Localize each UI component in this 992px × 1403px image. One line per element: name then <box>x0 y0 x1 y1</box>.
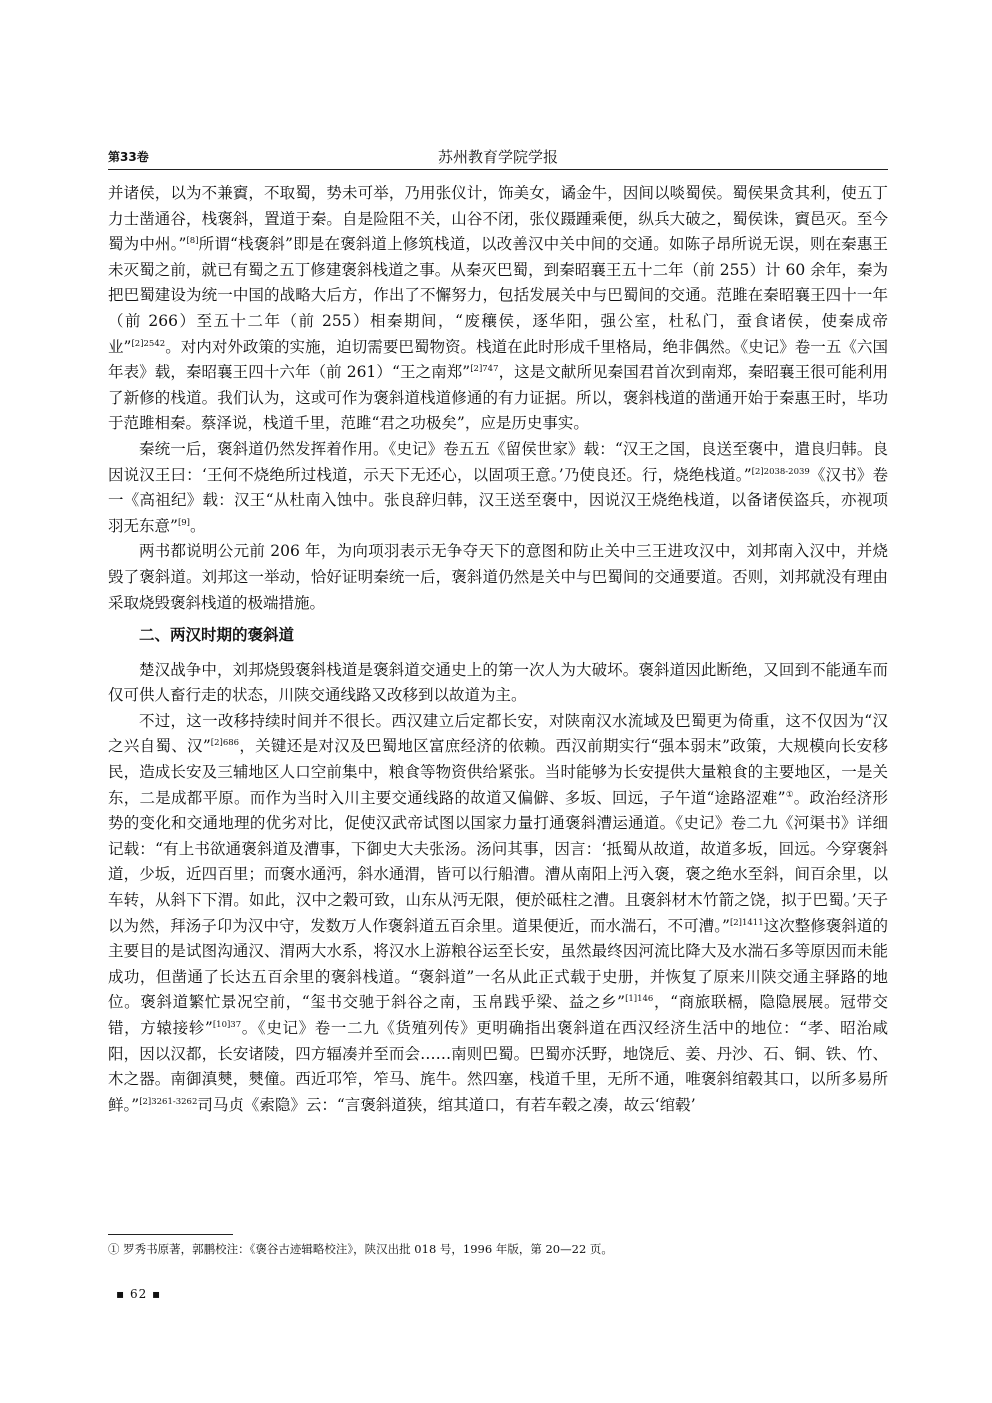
paragraph <box>108 709 888 1119</box>
text-run: 。对内对外政策的实施，迫切需要巴蜀物资。栈道在此时形成千里格局，绝非偶然。《史记》卷一五《六国年表》载，秦昭襄王四十六年（前 261）“王之南郑” <box>108 337 888 382</box>
text-run: 这次整修褒斜道的主要目的是试图沟通汉、渭两大水系，将汉水上游粮谷运至长安，虽然最终因河流比降大及水湍石多等原因而未能成功，但凿通了长达五百余里的褒斜栈道。“褒斜道”一名从此正式载于史册，并恢复了原来川陕交通主驿路的地位。褒斜道繁忙景况空前，“玺书交驰于斜谷之南，玉帛践乎梁、益之乡” <box>108 916 888 1012</box>
paragraph <box>108 181 888 437</box>
footnote-marker: ① <box>785 789 794 800</box>
citation: [10]37 <box>212 1020 242 1030</box>
text-run: 。《史记》卷一二九《货殖列传》更明确指出褒斜道在西汉经济生活中的地位：“孝、昭治咸阳，因以汉都，长安诸陵，四方辐凑并至而会……南则巴蜀。巴蜀亦沃野，地饶卮、姜、丹沙、石、铜、铁、竹、木之器。南御滇僰，僰僮。西近邛笮，笮马、旄牛。然四塞，栈道千里，无所不通，唯褒斜绾毂其口，以所多易所鲜。” <box>108 1019 888 1114</box>
paragraph: 两书都说明公元前 206 年，为向项羽表示无争夺天下的意图和防止关中三王进攻汉中，刘邦南入汉中，并烧毁了褒斜道。刘邦这一举动，恰好证明秦统一后，褒斜道仍然是关中与巴蜀间的交通要道。否则，刘邦就没有理由采取烧毁褒斜栈道的极端措施。 <box>108 542 888 612</box>
text-run: 。 <box>189 516 206 535</box>
text-run: 司马贞《索隐》云：“言褒斜道狭，绾其道口，有若车毂之凑，故云‘绾毂’ <box>197 1095 696 1114</box>
text-run: 《汉书》卷一《高祖纪》载：汉王“从杜南入蚀中。张良辞归韩，汉王送至褒中，因说汉王烧绝栈道，以备诸侯盗兵，亦视项羽无东意” <box>108 465 888 535</box>
footnote-rule <box>108 1234 233 1235</box>
citation: [8] <box>186 236 199 247</box>
text-run: 所谓“栈褒斜”即是在褒斜道上修筑栈道，以改善汉中关中间的交通。如陈子昂所说无误，则在秦惠王未灭蜀之前，就已有蜀之五丁修建褒斜栈道之事。从秦灭巴蜀，到秦昭襄王五十二年（前 255）计 60 余年，秦为把巴蜀建设为统一中国的战略大后方，作出了不懈努力，包括发展关中与巴蜀间的交通。范雎在秦昭襄王四十一年（前 266）至五十二年（前 255）相秦期间，“废穰侯，逐华阳，强公室，杜私门，蚕食诸侯，使秦成帝业” <box>108 235 888 356</box>
footnote: ① 罗秀书原著，郭鹏校注：《褒谷古迹辑略校注》，陕汉出批 018 号，1996 年版，第 20—22 页。 <box>108 1242 613 1256</box>
text-run: 不过，这一改移持续时间并不很长。西汉建立后定都长安，对陕南汉水流域及巴蜀更为倚重，这不仅因为“汉之兴自蜀、汉” <box>108 711 888 756</box>
citation: [2]2038-2039 <box>751 466 810 477</box>
citation: [2]3261-3262 <box>139 1096 198 1107</box>
citation: [9] <box>177 517 190 528</box>
page-number: ▪ 62 ▪ <box>116 1287 162 1301</box>
paragraph <box>108 437 888 539</box>
running-header <box>108 148 888 166</box>
citation: [2]2542 <box>131 338 166 349</box>
header-rule <box>108 169 888 170</box>
section-heading: 二、两汉时期的褒斜道 <box>139 626 295 645</box>
journal-title: 苏州教育学院学报 <box>437 148 558 166</box>
volume-label: 第33卷 <box>108 150 149 164</box>
text-run: 秦统一后，褒斜道仍然发挥着作用。《史记》卷五五《留侯世家》载：“汉王之国，良送至褒中，遣良归韩。良因说汉王曰：‘王何不烧绝所过栈道，示天下无还心，以固项王意。’乃使良还。行，烧绝栈道。” <box>108 439 888 484</box>
text-run: ，“商旅联槅，隐隐展展。冠带交错，方辕接轸” <box>108 993 888 1037</box>
text-run: 并诸侯，以为不兼賨，不取蜀，势未可举，乃用张仪计，饰美女，谲金牛，因间以啖蜀侯。蜀侯果贪其利，使五丁力士凿通谷，栈褒斜，置道于秦。自是险阻不关，山谷不闭，张仪蹑踵乘便，纵兵大破之，蜀侯诛，賨邑灭。至今蜀为中州。” <box>108 184 888 254</box>
citation: [2]686 <box>210 738 240 749</box>
citation: [2]747 <box>470 364 499 375</box>
citation: [1]146 <box>625 994 654 1005</box>
text-run: ，关键还是对汉及巴蜀地区富庶经济的依赖。西汉前期实行“强本弱末”政策，大规模向长安移民，造成长安及三辅地区人口空前集中，粮食等物资供给紧张。当时能够为长安提供大量粮食的主要地区，一是关东，二是成都平原。而作为当时入川主要交通线路的故道又偏僻、多坂、回远，子午道“途路涩难” <box>108 737 888 807</box>
text-run: 。政治经济形势的变化和交通地理的优劣对比，促使汉武帝试图以国家力量打通褒斜漕运通道。《史记》卷二九《河渠书》详细记载：“有上书欲通褒斜道及漕事，下御史大夫张汤。汤问其事，因言：‘抵蜀从故道，故道多坂，回远。今穿褒斜道，少坂，近四百里；而褒水通沔，斜水通渭，皆可以行船漕。漕从南阳上沔入褒，褒之绝水至斜，间百余里，以车转，从斜下下渭。如此，汉中之穀可致，山东从沔无限，便於砥柱之漕。且褒斜材木竹箭之饶，拟于巴蜀。’天子以为然，拜汤子卬为汉中守，发数万人作褒斜道五百余里。道果便近，而水湍石，不可漕。” <box>108 788 888 935</box>
text-run: ，这是文献所见秦国君首次到南郑，秦昭襄王很可能利用了新修的栈道。我们认为，这或可作为褒斜道栈道修通的有力证据。所以，褒斜栈道的凿通开始于秦惠王时，毕功于范雎相秦。蔡泽说，栈道千里，范雎“君之功极矣”，应是历史事实。 <box>108 363 888 433</box>
paragraph: 楚汉战争中，刘邦烧毁褒斜栈道是褒斜道交通史上的第一次人为大破坏。褒斜道因此断绝，又回到不能通车而仅可供人畜行走的状态，川陕交通线路又改移到以故道为主。 <box>108 660 888 705</box>
citation: [2]1411 <box>729 917 764 928</box>
article-body <box>108 181 888 1118</box>
